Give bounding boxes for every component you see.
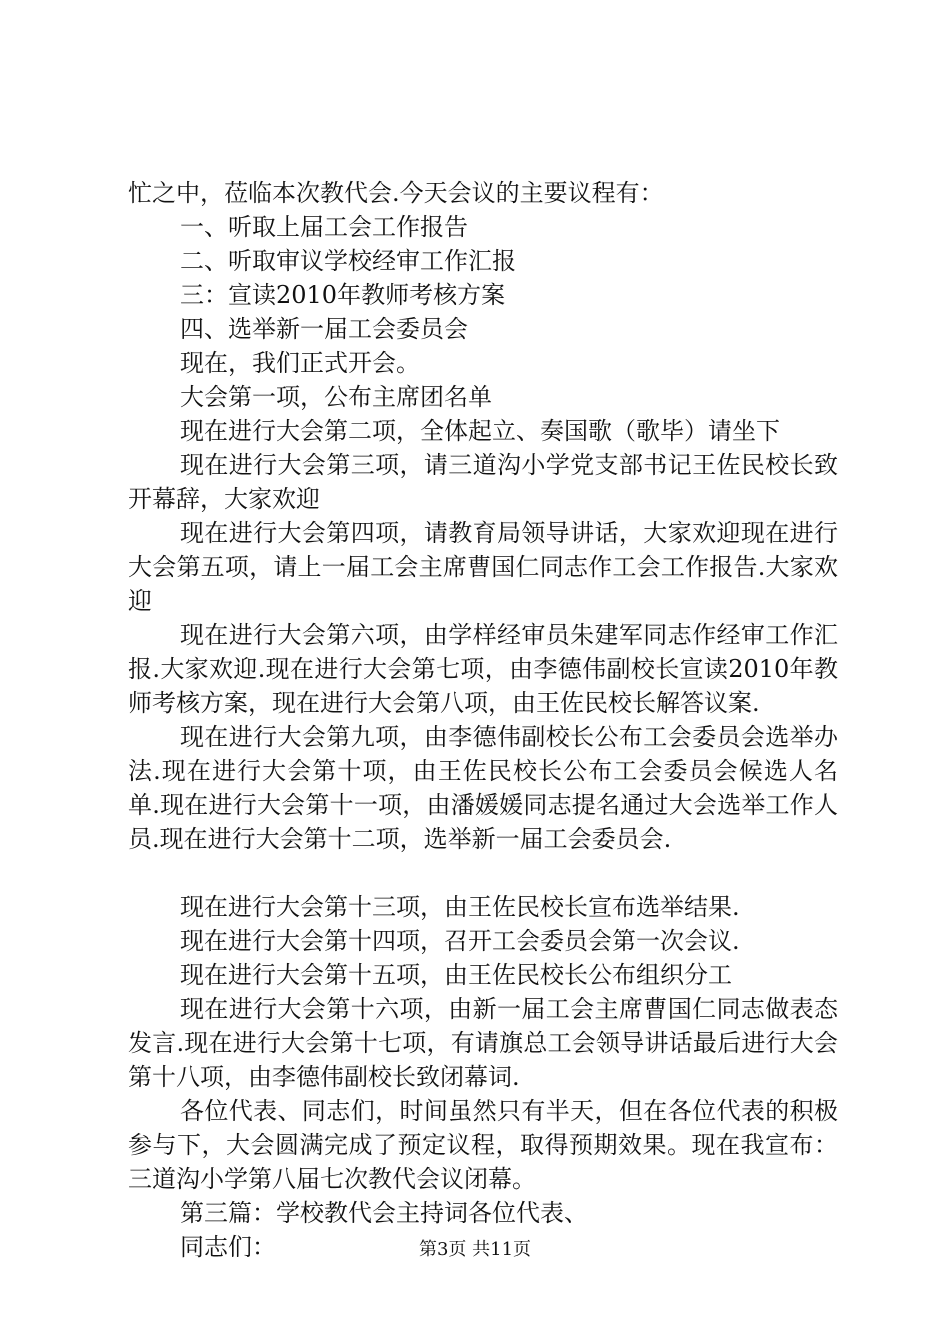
agenda-item-4: 四、选举新一届工会委员会 <box>180 315 468 343</box>
paragraph-intro: 忙之中，莅临本次教代会.今天会议的主要议程有： <box>128 179 664 207</box>
page-number: 第3页 共11页 <box>418 1239 532 1260</box>
paragraph-salutation: 同志们： <box>180 1233 276 1261</box>
paragraph-item-2: 现在进行大会第二项，全体起立、奏国歌（歌毕）请坐下 <box>180 417 780 445</box>
body-text <box>128 176 838 1264</box>
paragraph-item-1: 大会第一项，公布主席团名单 <box>180 383 492 411</box>
paragraph-item-15: 现在进行大会第十五项，由王佐民校长公布组织分工 <box>180 961 732 989</box>
agenda-item-3: 三：宣读2010年教师考核方案 <box>180 281 506 309</box>
paragraph-item-14: 现在进行大会第十四项，召开工会委员会第一次会议. <box>180 927 740 955</box>
paragraph-item-9-12: 现在进行大会第九项，由李德伟副校长公布工会委员会选举办法.现在进行大会第十项，由王佐民校长公布工会委员会候选人名单.现在进行大会第十一项，由潘媛媛同志提名通过大会选举工作人员.现在进行大会第十二项，选举新一届工会委员会. <box>128 723 838 853</box>
agenda-item-2: 二、听取审议学校经审工作汇报 <box>180 247 516 275</box>
paragraph-closing: 各位代表、同志们，时间虽然只有半天，但在各位代表的积极参与下，大会圆满完成了预定议程，取得预期效果。现在我宣布：三道沟小学第八届七次教代会议闭幕。 <box>128 1097 838 1193</box>
paragraph-item-3: 现在进行大会第三项，请三道沟小学党支部书记王佐民校长致开幕辞，大家欢迎 <box>128 451 838 513</box>
agenda-item-1: 一、听取上届工会工作报告 <box>180 213 468 241</box>
paragraph-gap <box>128 856 838 890</box>
paragraph-item-16-18: 现在进行大会第十六项，由新一届工会主席曹国仁同志做表态发言.现在进行大会第十七项，有请旗总工会领导讲话最后进行大会第十八项，由李德伟副校长致闭幕词. <box>128 995 838 1091</box>
paragraph-section-three: 第三篇：学校教代会主持词各位代表、 <box>180 1199 588 1227</box>
paragraph-item-6-8: 现在进行大会第六项，由学样经审员朱建军同志作经审工作汇报.大家欢迎.现在进行大会第七项，由李德伟副校长宣读2010年教师考核方案，现在进行大会第八项，由王佐民校长解答议案. <box>128 621 838 717</box>
paragraph-open: 现在，我们正式开会。 <box>180 349 420 377</box>
paragraph-item-13: 现在进行大会第十三项，由王佐民校长宣布选举结果. <box>180 893 740 921</box>
page-footer <box>0 1238 950 1262</box>
paragraph-item-4-5: 现在进行大会第四项，请教育局领导讲话，大家欢迎现在进行大会第五项，请上一届工会主席曹国仁同志作工会工作报告.大家欢迎 <box>128 519 838 615</box>
